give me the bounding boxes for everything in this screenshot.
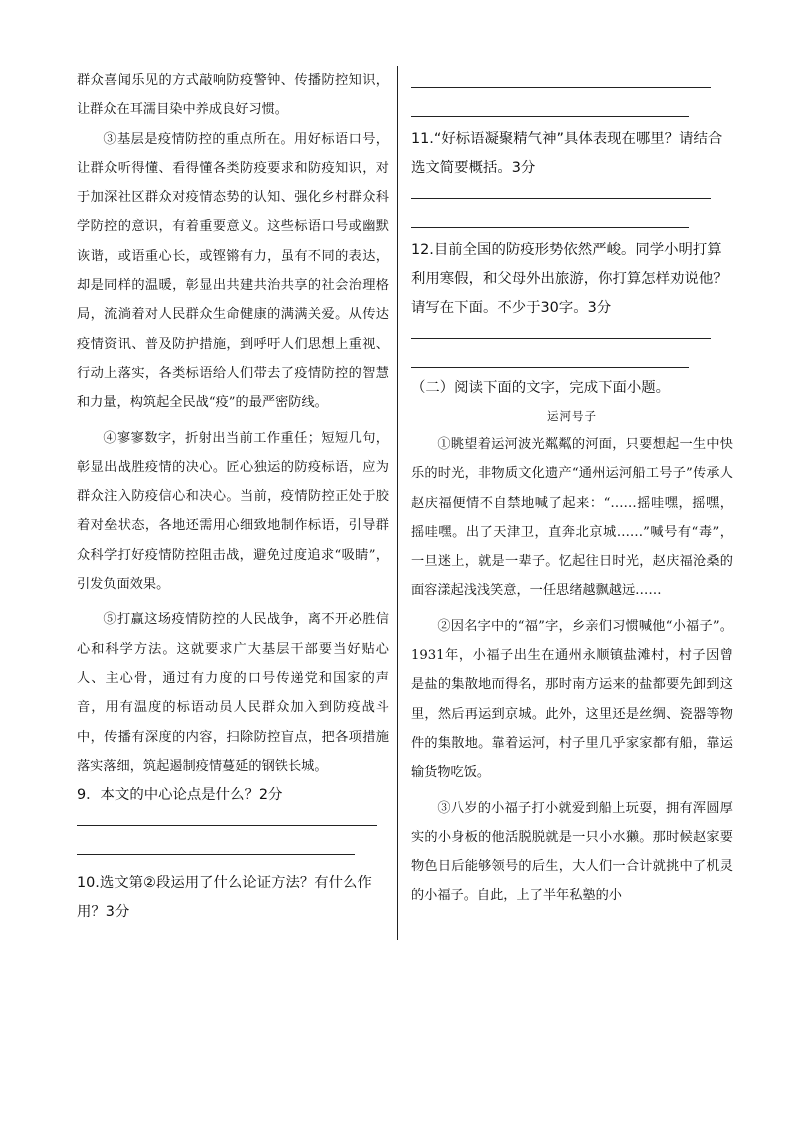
answer-line[interactable]: [411, 213, 689, 229]
story-paragraph-3: ③八岁的小福子打小就爱到船上玩耍，拥有浑圆厚实的小身板的他活脱脱就是一只小水獭。那时候赵家要物色日后能够领号的后生，大人们一合计就挑中了机灵的小福子。自此，上了半年私塾的小: [411, 800, 733, 904]
paragraph-continued: 群众喜闻乐见的方式敲响防疫警钟、传播防控知识，让群众在耳濡目染中养成良好习惯。: [77, 73, 389, 118]
story-title: 运河号子: [547, 409, 597, 423]
left-column: [77, 66, 389, 927]
section-2-heading: （二）阅读下面的文字，完成下面小题。: [411, 380, 671, 396]
answer-line[interactable]: [77, 810, 377, 826]
question-10: 10.选文第②段运用了什么论证方法？有什么作用？3分: [77, 875, 372, 921]
paragraph-4: ④寥寥数字，折射出当前工作重任；短短几句，彰显出战胜疫情的决心。匠心独运的防疫标语，应为群众注入防疫信心和决心。当前，疫情防控正处于胶着对垒状态，各地还需用心细致地制作标语，引导群众科学打好疫情防控阻击战，避免过度追求“吸睛”，引发负面效果。: [77, 430, 389, 593]
question-11: 11.“好标语凝聚精气神”具体表现在哪里？请结合选文简要概括。3分: [411, 131, 723, 176]
answer-line[interactable]: [411, 323, 711, 339]
story-paragraph-2: ②因名字中的“福”字，乡亲们习惯喊他“小福子”。1931年，小福子出生在通州永顺镇盐滩村，村子因曾是盐的集散地而得名，那时南方运来的盐都要先卸到这里，然后再运到京城。此外，这里还是丝绸、瓷器等物件的集散地。靠着运河，村子里几乎家家都有船，靠运输货物吃饭。: [411, 618, 733, 781]
column-divider: [397, 66, 398, 940]
answer-line[interactable]: [411, 72, 711, 88]
question-9: 9．本文的中心论点是什么？2分: [77, 787, 283, 804]
right-column: [411, 66, 733, 911]
answer-line[interactable]: [411, 353, 689, 369]
answer-line[interactable]: [77, 840, 355, 856]
paragraph-5: ⑤打赢这场疫情防控的人民战争，离不开必胜信心和科学方法。这就要求广大基层干部要当好贴心人、主心骨，通过有力度的口号传递党和国家的声音，用有温度的标语动员人民群众加入到防疫战斗中，传播有深度的内容，扫除防控盲点，把各项措施落实落细，筑起遏制疫情蔓延的钢铁长城。: [77, 612, 389, 774]
answer-line[interactable]: [411, 183, 711, 199]
story-paragraph-1: ①眺望着运河波光粼粼的河面，只要想起一生中快乐的时光，非物质文化遗产“通州运河船工号子”传承人赵庆福便情不自禁地喊了起来：“……摇哇嘿，摇嘿，摇哇嘿。出了天津卫，直奔北京城……”喊号有“毒”，一旦迷上，就是一辈子。忆起往日时光，赵庆福沧桑的面容漾起浅浅笑意，一任思绪越飘越远……: [411, 437, 733, 599]
question-12: 12.目前全国的防疫形势依然严峻。同学小明打算利用寒假，和父母外出旅游，你打算怎样劝说他？请写在下面。不少于30字。3分: [411, 242, 728, 316]
answer-line[interactable]: [411, 102, 689, 118]
paragraph-3: ③基层是疫情防控的重点所在。用好标语口号，让群众听得懂、看得懂各类防疫要求和防疫知识，对于加深社区群众对疫情态势的认知、强化乡村群众科学防控的意识，有着重要意义。这些标语口号或幽默诙谐，或语重心长，或铿锵有力，虽有不同的表达，却是同样的温暖，彰显出共建共治共享的社会治理格局，流淌着对人民群众生命健康的满满关爱。从传达疫情资讯、普及防护措施，到呼吁人们思想上重视、行动上落实，各类标语给人们带去了疫情防控的智慧和力量，构筑起全民战“疫”的最严密防线。: [77, 131, 389, 411]
